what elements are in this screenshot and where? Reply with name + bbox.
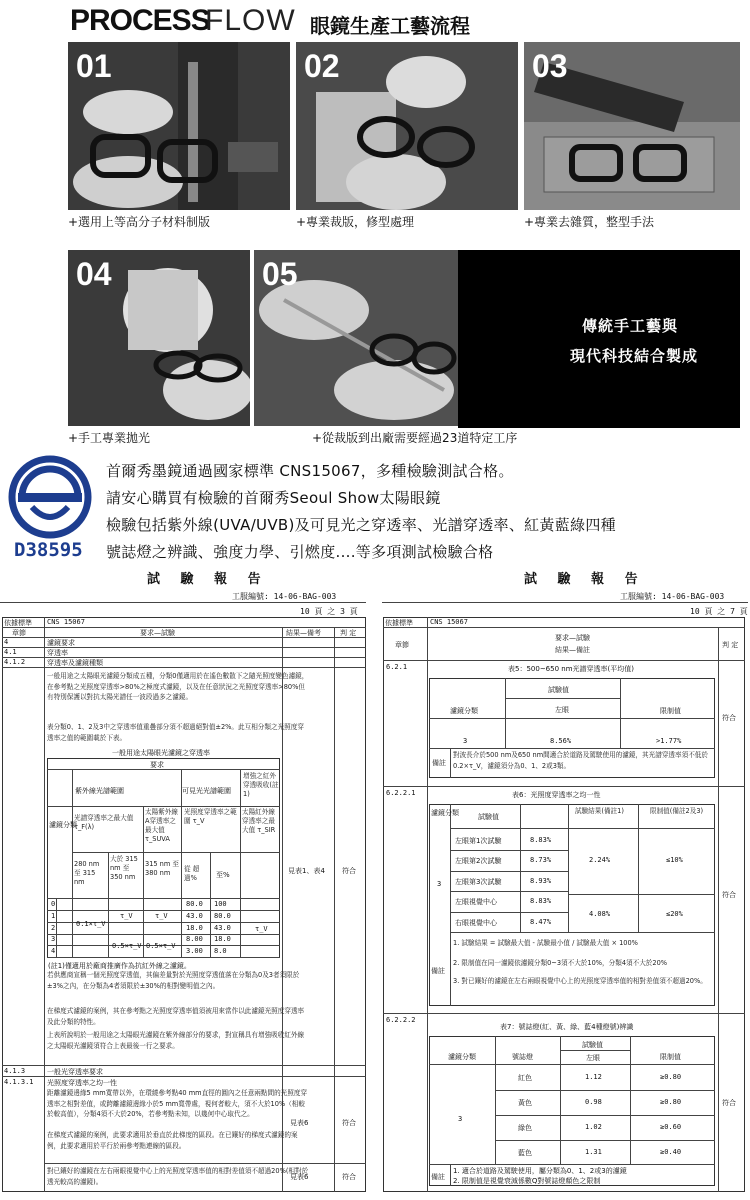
title-chinese: 眼鏡生產工藝流程 (310, 14, 470, 38)
slogan-line-2: 現代科技結合製成 (569, 347, 698, 365)
range-to-cell: 8.0 (214, 947, 227, 956)
range-to-cell: 18.0 (214, 935, 231, 944)
step-number: 01 (76, 48, 112, 84)
cert-line-4: 號誌燈之辨識、強度力學、引燃度....等多項測試檢驗合格 (106, 543, 494, 561)
slogan-panel (458, 250, 740, 428)
cert-code: D38595 (14, 539, 83, 561)
paragraph: 一般用途之太陽眼光濾鏡分類成五種，分類0僅適用於在遙色數散下之隨光照度變色濾鏡，在參考點之光照度穿透率>80%之極度式濾鏡，以及在任意狀況之光照度穿透率>80%但有特別保護以對抗太陽光譜任一波段過多之濾鏡。 (47, 672, 309, 702)
test-item: 左眼第1次試驗 (455, 837, 502, 845)
step-caption-5: +從裁版到出廠需要經過23道特定工序 (312, 431, 518, 445)
slogan-line-1: 傳統手工藝與 (581, 317, 678, 335)
range-from-cell: 18.0 (186, 923, 203, 932)
step-photo-4 (68, 250, 250, 426)
step-number: 05 (262, 256, 298, 292)
title-process: PROCESS (70, 4, 210, 37)
signal-limit: ≥0.80 (660, 1098, 682, 1106)
step-photo-1 (68, 42, 290, 210)
signal-color: 藍色 (518, 1149, 532, 1157)
category-cell: 1 (51, 911, 56, 920)
signal-color: 綠色 (518, 1124, 532, 1132)
step-caption-2: +專業裁版，修型處理 (296, 215, 415, 229)
test-item: 左眼第3次試驗 (455, 877, 502, 886)
page-number: 10 頁 之 3 頁 (300, 607, 358, 616)
test-value: 8.83% (530, 897, 552, 906)
page-number: 10 頁 之 7 頁 (690, 607, 748, 616)
test-value: 8.83% (530, 836, 552, 844)
step-number: 04 (76, 256, 112, 292)
category-cell: 0 (51, 900, 56, 908)
step-number: 03 (532, 48, 568, 84)
test-value: 8.73% (530, 856, 552, 865)
signal-value: 0.98 (585, 1098, 602, 1106)
page-header (0, 0, 750, 40)
test-item: 左眼第2次試驗 (455, 857, 502, 866)
form-number: 工服編號: 14-06-BAG-003 (620, 592, 725, 601)
cert-line-1: 首爾秀墨鏡通過國家標準 CNS15067，多種檢驗測試合格。 (106, 462, 514, 480)
test-item: 右眼視覺中心 (455, 918, 497, 927)
range-from-cell: 8.00 (186, 935, 203, 944)
step-photo-5 (254, 250, 466, 426)
signal-color: 紅色 (518, 1074, 532, 1082)
result-cell: 見表1、表4 (288, 867, 325, 875)
form-number: 工服編號: 14-06-BAG-003 (232, 592, 337, 601)
judgement-cell: 符合 (342, 867, 356, 875)
signal-value: 1.12 (585, 1073, 602, 1081)
step-caption-4: +手工專業拋光 (68, 431, 151, 445)
range-to-cell: 100 (214, 900, 227, 908)
range-from-cell: 80.0 (186, 900, 203, 908)
signal-value: 1.31 (585, 1148, 602, 1156)
cert-line-3: 檢驗包括紫外線(UVA/UVB)及可見光之穿透率、光譜穿透率、紅黃藍綠四種 (106, 516, 616, 534)
category-cell: 4 (51, 947, 56, 956)
step-caption-1: +選用上等高分子材料制版 (68, 215, 211, 229)
step-number: 02 (304, 48, 340, 84)
range-to-cell: 43.0 (214, 923, 231, 932)
test-item: 左眼視覺中心 (455, 898, 497, 907)
cns-certification-logo-icon (8, 455, 92, 539)
step-photo-3 (524, 42, 740, 210)
range-from-cell: 3.00 (186, 947, 203, 956)
test-value: 8.93% (530, 876, 552, 885)
category-cell: 3 (51, 935, 56, 944)
step-caption-3: +專業去雜質，整型手法 (524, 215, 655, 229)
signal-limit: ≥0.80 (660, 1073, 682, 1081)
range-to-cell: 80.0 (214, 911, 231, 920)
report-title: 試 驗 報 告 (147, 572, 269, 587)
title-flow: FLOW (205, 4, 296, 37)
cert-line-2: 請安心購買有檢驗的首爾秀Seoul Show太陽眼鏡 (106, 489, 441, 507)
signal-value: 1.02 (585, 1123, 602, 1131)
signal-limit: ≥0.40 (660, 1148, 682, 1156)
range-from-cell: 43.0 (186, 911, 203, 920)
step-photo-2 (296, 42, 518, 210)
category-cell: 2 (51, 923, 56, 932)
paragraph: 表分類0、1、2及3中之穿透率值重疊部分須不超過絕對值±2%。此互相分類之光照度穿透率之值的範圍載於下表。 (47, 723, 304, 742)
signal-color: 黃色 (518, 1099, 532, 1107)
signal-limit: ≥0.60 (660, 1123, 682, 1131)
report-title: 試 驗 報 告 (524, 572, 646, 587)
test-value: 8.47% (530, 917, 552, 926)
